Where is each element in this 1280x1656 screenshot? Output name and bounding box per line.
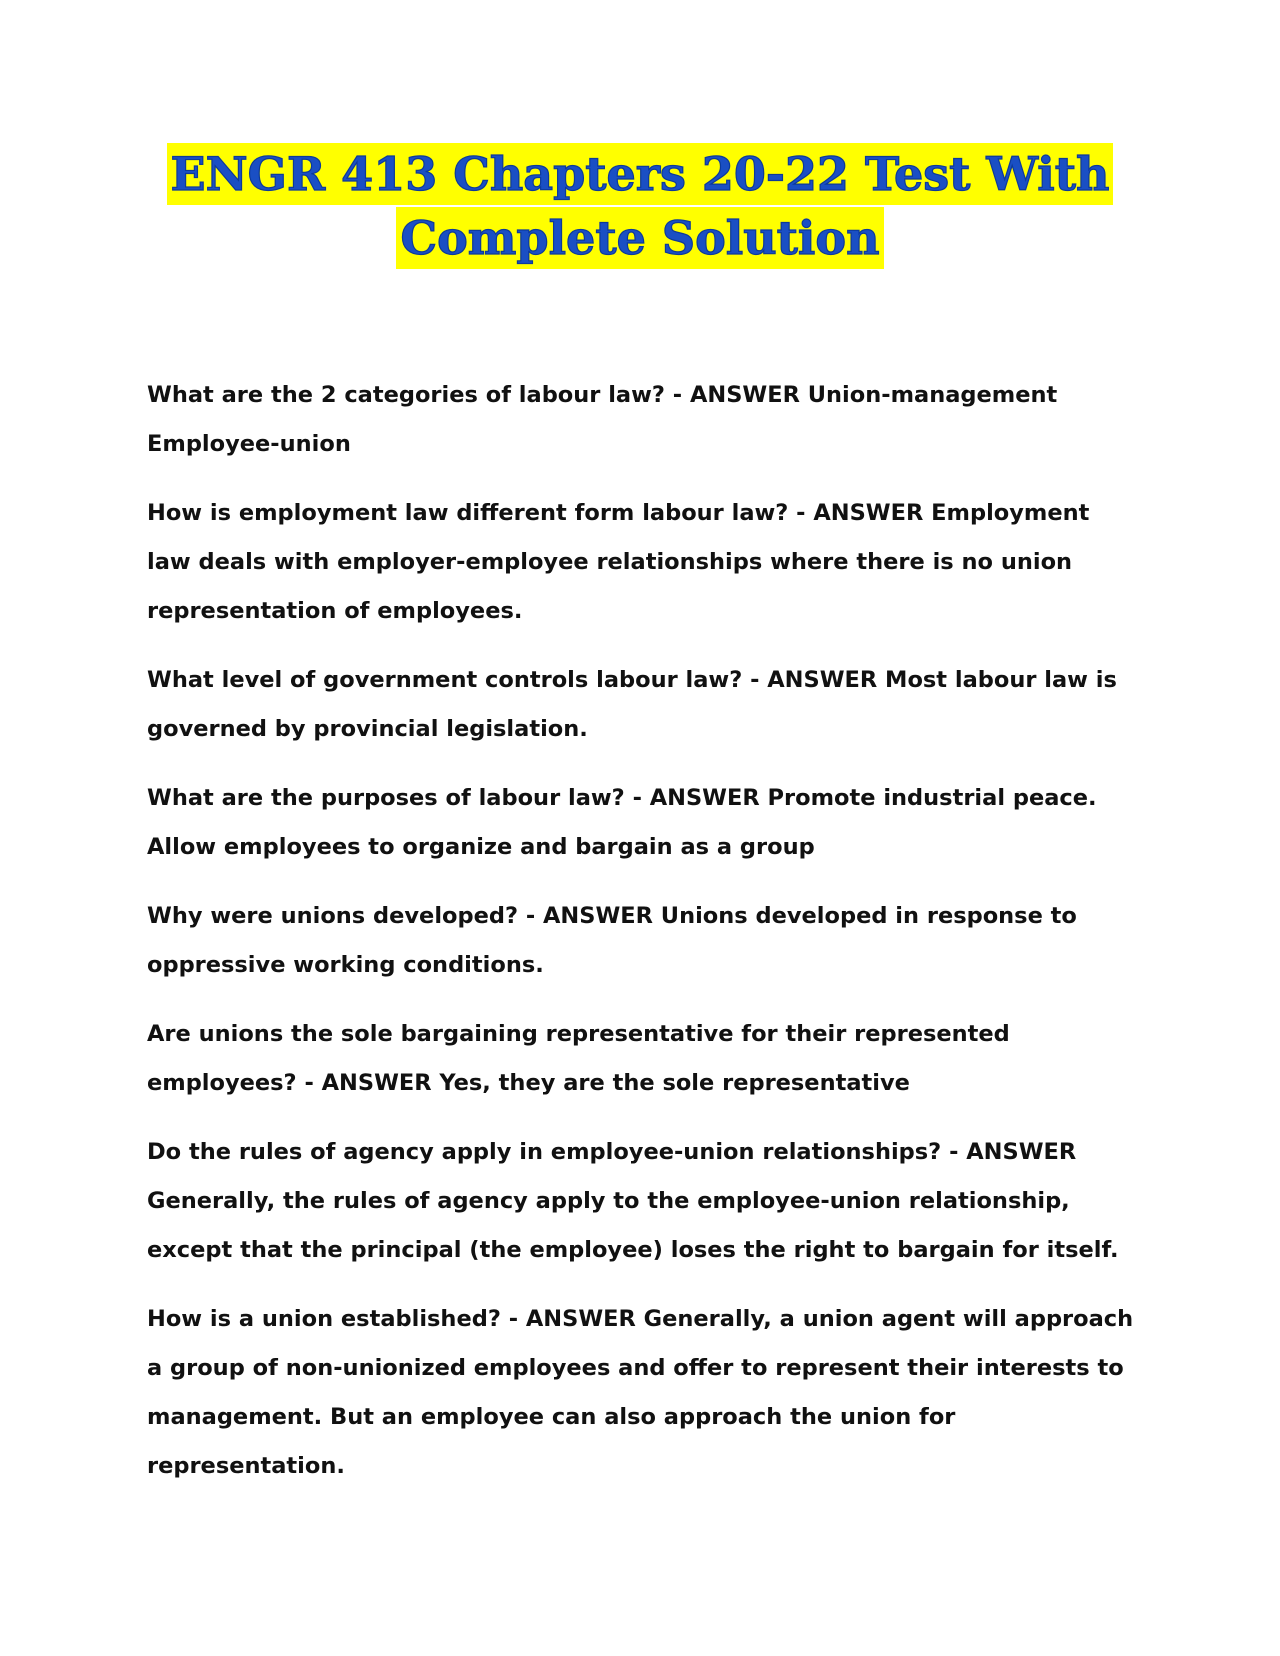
qa-item: What are the purposes of labour law? - ANSWER Promote industrial peace. Allow employees to organize and bargain as a group (147, 785, 1097, 860)
qa-list (147, 371, 1137, 1511)
title-line-2: Complete Solution (396, 207, 883, 269)
qa-item: What are the 2 categories of labour law? - ANSWER Union-management Employee-union (147, 382, 1058, 457)
qa-item: How is a union established? - ANSWER Generally, a union agent will approach a group of non-unionized employees and offer to represent their interests to management. But an employee can also approach the union for representation. (147, 1306, 1134, 1479)
document-title (0, 143, 1280, 271)
qa-item: How is employment law different form labour law? - ANSWER Employment law deals with employer-employee relationships where there is no union representation of employees. (147, 500, 1090, 624)
qa-item: Do the rules of agency apply in employee-union relationships? - ANSWER Generally, the rules of agency apply to the employee-union relationship, except that the principal (the employee) loses the right to bargain for itself. (147, 1139, 1119, 1263)
qa-item: What level of government controls labour law? - ANSWER Most labour law is governed by provincial legislation. (147, 667, 1117, 742)
title-line-1: ENGR 413 Chapters 20-22 Test With (167, 143, 1114, 205)
qa-item: Are unions the sole bargaining representative for their represented employees? - ANSWER Yes, they are the sole representative (147, 1021, 1010, 1096)
qa-item: Why were unions developed? - ANSWER Unions developed in response to oppressive working conditions. (147, 903, 1077, 978)
